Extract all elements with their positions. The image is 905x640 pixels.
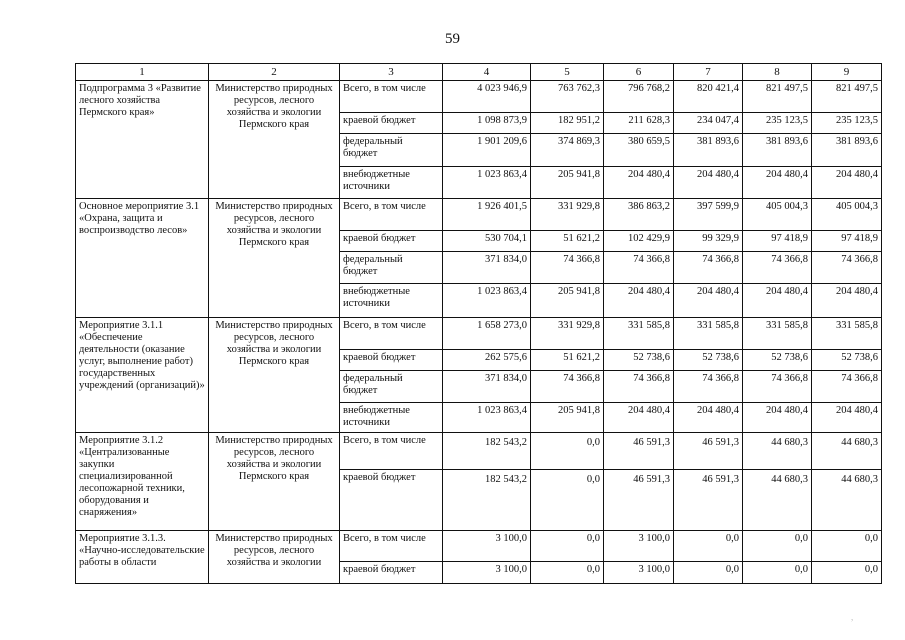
amount-cell: 46 591,3 [674,433,743,470]
amount-cell: 74 366,8 [743,252,812,284]
amount-cell: 0,0 [674,562,743,584]
amount-cell: 397 599,9 [674,199,743,231]
program-name-cell: Подпрограмма 3 «Развитие лесного хозяйства Пермского края» [76,81,209,199]
amount-cell: 46 591,3 [674,470,743,531]
amount-cell: 74 366,8 [674,371,743,403]
amount-cell: 530 704,1 [443,231,531,252]
amount-cell: 3 100,0 [443,562,531,584]
responsible-cell: Министерство природных ресурсов, лесного хозяйства и экологии Пермского края [209,199,340,318]
amount-cell: 204 480,4 [812,403,882,433]
funding-source-cell: федеральный бюджет [340,371,443,403]
amount-cell: 52 738,6 [743,350,812,371]
amount-cell: 763 762,3 [531,81,604,113]
header-cell: 5 [531,64,604,81]
amount-cell: 74 366,8 [812,371,882,403]
amount-cell: 204 480,4 [604,167,674,199]
amount-cell: 0,0 [531,470,604,531]
funding-source-cell: Всего, в том числе [340,433,443,470]
funding-source-cell: Всего, в том числе [340,81,443,113]
amount-cell: 371 834,0 [443,371,531,403]
amount-cell: 371 834,0 [443,252,531,284]
amount-cell: 1 098 873,9 [443,113,531,134]
amount-cell: 331 585,8 [743,318,812,350]
table-row [76,81,882,113]
amount-cell: 331 929,8 [531,318,604,350]
amount-cell: 405 004,3 [743,199,812,231]
funding-source-cell: краевой бюджет [340,350,443,371]
funding-source-cell: внебюджетные источники [340,403,443,433]
amount-cell: 386 863,2 [604,199,674,231]
amount-cell: 51 621,2 [531,231,604,252]
page-number: 59 [445,31,460,47]
amount-cell: 204 480,4 [674,167,743,199]
program-name-cell: Мероприятие 3.1.3. «Научно-исследовательские работы в области [76,531,209,584]
amount-cell: 211 628,3 [604,113,674,134]
funding-source-cell: федеральный бюджет [340,252,443,284]
amount-cell: 4 023 946,9 [443,81,531,113]
amount-cell: 52 738,6 [674,350,743,371]
amount-cell: 74 366,8 [674,252,743,284]
amount-cell: 331 585,8 [812,318,882,350]
amount-cell: 380 659,5 [604,134,674,167]
amount-cell: 102 429,9 [604,231,674,252]
amount-cell: 44 680,3 [743,470,812,531]
amount-cell: 0,0 [812,531,882,562]
amount-cell: 52 738,6 [604,350,674,371]
amount-cell: 44 680,3 [743,433,812,470]
amount-cell: 74 366,8 [604,371,674,403]
header-cell: 8 [743,64,812,81]
amount-cell: 235 123,5 [743,113,812,134]
table-row [76,433,882,470]
funding-source-cell: краевой бюджет [340,231,443,252]
amount-cell: 204 480,4 [743,284,812,318]
program-name-cell: Основное мероприятие 3.1 «Охрана, защита и воспроизводство лесов» [76,199,209,318]
funding-source-cell: Всего, в том числе [340,531,443,562]
responsible-cell: Министерство природных ресурсов, лесного хозяйства и экологии Пермского края [209,433,340,531]
amount-cell: 205 941,8 [531,403,604,433]
header-row [76,64,882,81]
amount-cell: 3 100,0 [604,562,674,584]
amount-cell: 381 893,6 [812,134,882,167]
amount-cell: 1 023 863,4 [443,403,531,433]
funding-source-cell: краевой бюджет [340,562,443,584]
budget-table [75,63,882,584]
header-cell: 9 [812,64,882,81]
amount-cell: 46 591,3 [604,470,674,531]
amount-cell: 204 480,4 [604,284,674,318]
amount-cell: 205 941,8 [531,167,604,199]
amount-cell: 97 418,9 [812,231,882,252]
funding-source-cell: Всего, в том числе [340,199,443,231]
amount-cell: 0,0 [743,562,812,584]
program-name-cell: Мероприятие 3.1.2 «Централизованные закупки специализированной лесопожарной техники, оборудования и снаряжения» [76,433,209,531]
amount-cell: 74 366,8 [531,252,604,284]
header-cell: 4 [443,64,531,81]
header-cell: 3 [340,64,443,81]
amount-cell: 796 768,2 [604,81,674,113]
amount-cell: 821 497,5 [743,81,812,113]
amount-cell: 74 366,8 [531,371,604,403]
amount-cell: 1 658 273,0 [443,318,531,350]
amount-cell: 1 901 209,6 [443,134,531,167]
amount-cell: 381 893,6 [743,134,812,167]
amount-cell: 51 621,2 [531,350,604,371]
amount-cell: 0,0 [531,433,604,470]
amount-cell: 331 585,8 [674,318,743,350]
amount-cell: 74 366,8 [604,252,674,284]
funding-source-cell: федеральный бюджет [340,134,443,167]
amount-cell: 405 004,3 [812,199,882,231]
amount-cell: 381 893,6 [674,134,743,167]
amount-cell: 204 480,4 [604,403,674,433]
header-cell: 7 [674,64,743,81]
amount-cell: 99 329,9 [674,231,743,252]
amount-cell: 182 951,2 [531,113,604,134]
table-body [76,64,882,584]
amount-cell: 204 480,4 [674,284,743,318]
amount-cell: 74 366,8 [743,371,812,403]
amount-cell: 820 421,4 [674,81,743,113]
responsible-cell: Министерство природных ресурсов, лесного хозяйства и экологии Пермского края [209,81,340,199]
funding-source-cell: внебюджетные источники [340,167,443,199]
amount-cell: 204 480,4 [743,403,812,433]
amount-cell: 44 680,3 [812,470,882,531]
amount-cell: 3 100,0 [443,531,531,562]
funding-source-cell: краевой бюджет [340,113,443,134]
amount-cell: 204 480,4 [812,167,882,199]
amount-cell: 331 585,8 [604,318,674,350]
amount-cell: 3 100,0 [604,531,674,562]
funding-source-cell: внебюджетные источники [340,284,443,318]
responsible-cell: Министерство природных ресурсов, лесного хозяйства и экологии [209,531,340,584]
table-row [76,199,882,231]
amount-cell: 1 023 863,4 [443,167,531,199]
amount-cell: 821 497,5 [812,81,882,113]
table-row [76,318,882,350]
amount-cell: 46 591,3 [604,433,674,470]
amount-cell: 0,0 [674,531,743,562]
amount-cell: 1 926 401,5 [443,199,531,231]
amount-cell: 0,0 [531,531,604,562]
amount-cell: 374 869,3 [531,134,604,167]
header-cell: 2 [209,64,340,81]
table-row [76,531,882,562]
amount-cell: 204 480,4 [674,403,743,433]
amount-cell: 182 543,2 [443,433,531,470]
program-name-cell: Мероприятие 3.1.1 «Обеспечение деятельности (оказание услуг, выполнение работ) государственных учреждений (организаций)» [76,318,209,433]
amount-cell: 0,0 [531,562,604,584]
responsible-cell: Министерство природных ресурсов, лесного хозяйства и экологии Пермского края [209,318,340,433]
funding-source-cell: краевой бюджет [340,470,443,531]
amount-cell: 52 738,6 [812,350,882,371]
amount-cell: 262 575,6 [443,350,531,371]
header-cell: 1 [76,64,209,81]
scan-mark: , [851,612,854,622]
amount-cell: 234 047,4 [674,113,743,134]
amount-cell: 204 480,4 [812,284,882,318]
amount-cell: 44 680,3 [812,433,882,470]
amount-cell: 0,0 [812,562,882,584]
funding-source-cell: Всего, в том числе [340,318,443,350]
amount-cell: 0,0 [743,531,812,562]
amount-cell: 74 366,8 [812,252,882,284]
header-cell: 6 [604,64,674,81]
amount-cell: 331 929,8 [531,199,604,231]
amount-cell: 97 418,9 [743,231,812,252]
amount-cell: 1 023 863,4 [443,284,531,318]
amount-cell: 205 941,8 [531,284,604,318]
amount-cell: 182 543,2 [443,470,531,531]
amount-cell: 235 123,5 [812,113,882,134]
amount-cell: 204 480,4 [743,167,812,199]
